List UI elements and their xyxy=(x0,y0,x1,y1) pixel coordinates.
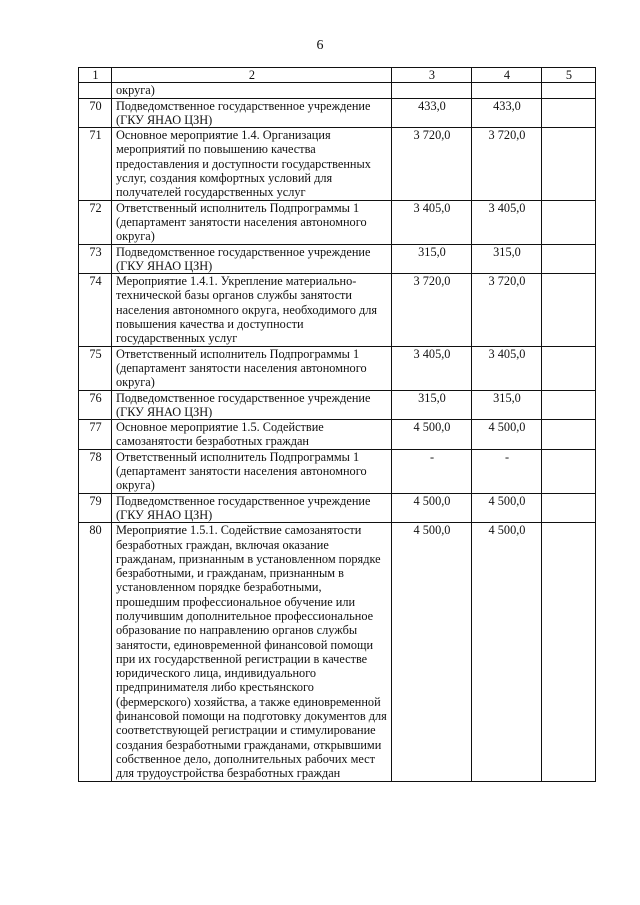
row-description-cell: Ответственный исполнитель Подпрограммы 1 (департамент занятости населения автономного округа) xyxy=(112,200,392,244)
header-col-5: 5 xyxy=(542,68,596,83)
continuation-col-5 xyxy=(542,83,596,98)
row-col5-value-cell xyxy=(542,274,596,346)
table-header-row xyxy=(79,68,596,83)
row-col3-value-cell: 3 405,0 xyxy=(392,200,472,244)
row-col3-value-cell: 433,0 xyxy=(392,98,472,128)
table-row xyxy=(79,390,596,420)
table-row xyxy=(79,98,596,128)
row-col3-value-cell: 3 720,0 xyxy=(392,128,472,200)
table-row xyxy=(79,274,596,346)
row-col3-value-cell: 3 720,0 xyxy=(392,274,472,346)
row-col4-value-cell: 4 500,0 xyxy=(472,420,542,450)
table-row xyxy=(79,420,596,450)
row-col5-value-cell xyxy=(542,98,596,128)
row-description-cell: Подведомственное государственное учреждение (ГКУ ЯНАО ЦЗН) xyxy=(112,244,392,274)
row-description-cell: Основное мероприятие 1.4. Организация мероприятий по повышению качества предоставления и доступности государственных услуг, создания комфортных условий для получателей государственных услуг xyxy=(112,128,392,200)
row-col5-value-cell xyxy=(542,128,596,200)
row-col5-value-cell xyxy=(542,390,596,420)
row-description-cell: Ответственный исполнитель Подпрограммы 1 (департамент занятости населения автономного округа) xyxy=(112,346,392,390)
table-row xyxy=(79,128,596,200)
row-description-cell: Ответственный исполнитель Подпрограммы 1 (департамент занятости населения автономного округа) xyxy=(112,449,392,493)
header-col-1: 1 xyxy=(79,68,112,83)
continuation-num-cell xyxy=(79,83,112,98)
header-col-3: 3 xyxy=(392,68,472,83)
row-col4-value-cell: 4 500,0 xyxy=(472,493,542,523)
row-number-cell: 73 xyxy=(79,244,112,274)
row-col5-value-cell xyxy=(542,244,596,274)
row-number-cell: 75 xyxy=(79,346,112,390)
row-number-cell: 70 xyxy=(79,98,112,128)
table-row xyxy=(79,449,596,493)
row-col3-value-cell: 3 405,0 xyxy=(392,346,472,390)
row-description-cell: Мероприятие 1.5.1. Содействие самозанятости безработных граждан, включая оказание гражданам, признанным в установленном порядке безработными, и гражданам, признанным в установленном порядке безработными, прошедшим профессиональное обучение или получившим дополнительное профессиональное образование по направлению органов службы занятости, единовременной финансовой помощи при их государственной регистрации в качестве юридического лица, индивидуального предпринимателя либо крестьянского (фермерского) хозяйства, а также единовременной финансовой помощи на подготовку документов для соответствующей регистрации и стимулирование создания безработными гражданами, открывшими собственное дело, дополнительных рабочих мест для трудоустройства безработных граждан xyxy=(112,523,392,781)
row-col3-value-cell: - xyxy=(392,449,472,493)
row-description-cell: Подведомственное государственное учреждение (ГКУ ЯНАО ЦЗН) xyxy=(112,390,392,420)
row-col4-value-cell: 3 405,0 xyxy=(472,346,542,390)
row-col4-value-cell: 315,0 xyxy=(472,390,542,420)
row-col5-value-cell xyxy=(542,523,596,781)
table-row xyxy=(79,200,596,244)
row-number-cell: 71 xyxy=(79,128,112,200)
row-col3-value-cell: 4 500,0 xyxy=(392,420,472,450)
row-col3-value-cell: 315,0 xyxy=(392,244,472,274)
row-col4-value-cell: 3 720,0 xyxy=(472,128,542,200)
continuation-row xyxy=(79,83,596,98)
row-col5-value-cell xyxy=(542,200,596,244)
header-col-4: 4 xyxy=(472,68,542,83)
continuation-col-3 xyxy=(392,83,472,98)
row-number-cell: 78 xyxy=(79,449,112,493)
row-number-cell: 74 xyxy=(79,274,112,346)
row-number-cell: 76 xyxy=(79,390,112,420)
row-col4-value-cell: 3 405,0 xyxy=(472,200,542,244)
row-description-cell: Подведомственное государственное учреждение (ГКУ ЯНАО ЦЗН) xyxy=(112,493,392,523)
header-col-2: 2 xyxy=(112,68,392,83)
row-number-cell: 80 xyxy=(79,523,112,781)
row-col5-value-cell xyxy=(542,449,596,493)
row-col3-value-cell: 315,0 xyxy=(392,390,472,420)
row-number-cell: 72 xyxy=(79,200,112,244)
row-number-cell: 77 xyxy=(79,420,112,450)
continuation-text-cell: округа) xyxy=(112,83,392,98)
row-col5-value-cell xyxy=(542,493,596,523)
row-col4-value-cell: 433,0 xyxy=(472,98,542,128)
row-col5-value-cell xyxy=(542,420,596,450)
row-col3-value-cell: 4 500,0 xyxy=(392,493,472,523)
row-col5-value-cell xyxy=(542,346,596,390)
table-row xyxy=(79,493,596,523)
page-number: 6 xyxy=(316,38,324,53)
table-row xyxy=(79,523,596,781)
row-description-cell: Мероприятие 1.4.1. Укрепление материально-технической базы органов службы занятости населения автономного округа, необходимого для повышения качества и доступности государственных услуг xyxy=(112,274,392,346)
continuation-col-4 xyxy=(472,83,542,98)
row-col3-value-cell: 4 500,0 xyxy=(392,523,472,781)
row-description-cell: Основное мероприятие 1.5. Содействие самозанятости безработных граждан xyxy=(112,420,392,450)
table-row xyxy=(79,346,596,390)
row-col4-value-cell: 3 720,0 xyxy=(472,274,542,346)
budget-table xyxy=(78,67,596,782)
row-col4-value-cell: - xyxy=(472,449,542,493)
row-number-cell: 79 xyxy=(79,493,112,523)
table-row xyxy=(79,244,596,274)
row-col4-value-cell: 315,0 xyxy=(472,244,542,274)
row-description-cell: Подведомственное государственное учреждение (ГКУ ЯНАО ЦЗН) xyxy=(112,98,392,128)
row-col4-value-cell: 4 500,0 xyxy=(472,523,542,781)
